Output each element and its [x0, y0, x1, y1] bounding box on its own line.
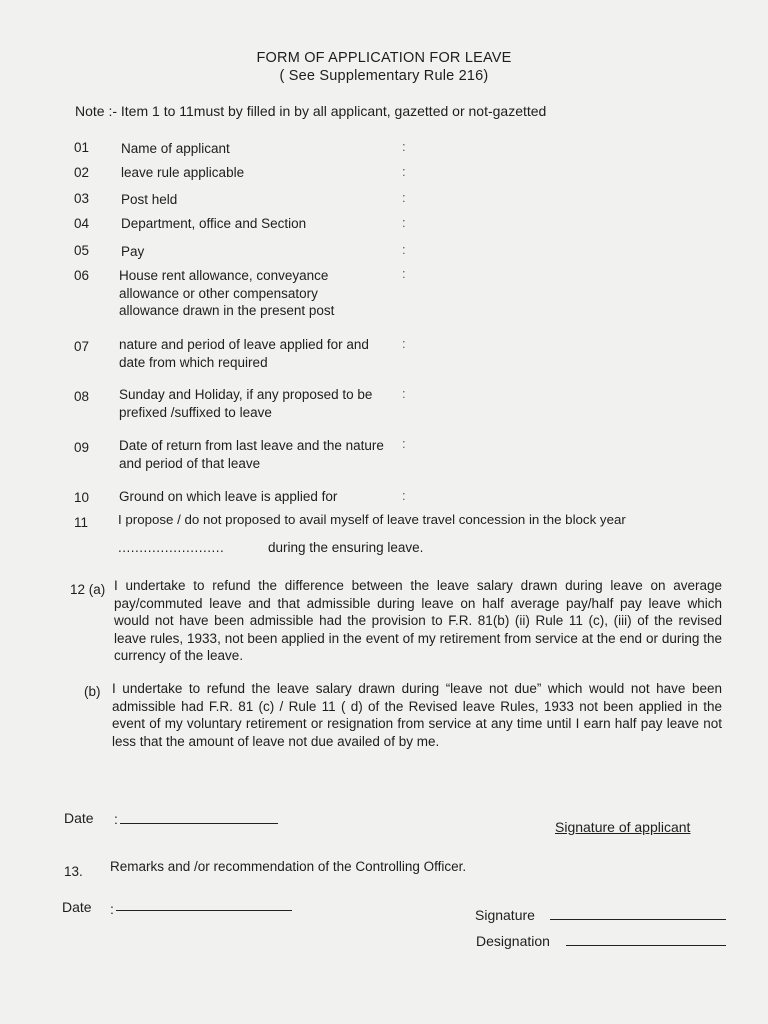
item-number: 09: [74, 440, 90, 455]
item-label-continued: during the ensuring leave.: [268, 540, 424, 555]
date-colon: :: [110, 901, 114, 917]
item-label: nature and period of leave applied for and date from which required: [119, 337, 369, 370]
item-number: 05: [74, 243, 90, 258]
date-label: Date: [62, 899, 92, 915]
item-number: 08: [74, 389, 90, 404]
item-number: (b): [84, 684, 101, 699]
form-title: FORM OF APPLICATION FOR LEAVE: [256, 50, 512, 66]
item-label: House rent allowance, conveyance allowance or other compensatory allowance drawn in the present post: [119, 268, 335, 318]
item-number: 06: [74, 268, 90, 283]
item-label: Sunday and Holiday, if any proposed to be prefixed /suffixed to leave: [119, 387, 373, 420]
item-number: 11: [74, 515, 89, 530]
item-label: I propose / do not proposed to avail myself of leave travel concession in the block year: [118, 512, 626, 527]
date-field[interactable]: [116, 899, 292, 911]
item-number: 10: [74, 490, 90, 505]
item-colon: :: [402, 386, 406, 401]
item-colon: :: [402, 164, 406, 179]
item-label: Ground on which leave is applied for: [119, 489, 338, 504]
item-number: 02: [74, 165, 90, 180]
item-colon: :: [402, 215, 406, 230]
date-colon: :: [114, 811, 118, 827]
undertaking-b-body: I undertake to refund the leave salary drawn during “leave not due” which would not have been admissible had F.R. 81 (c) / Rule 11 ( d) of the Revised leave Rules, 1933 not been applied in the event of my voluntary retirement or resignation from service at any time until I earn half pay leave not less that the amount of leave not due availed of by me.: [112, 681, 722, 749]
undertaking-a-body: I undertake to refund the difference between the leave salary drawn during leave on average pay/commuted leave and that admissible during leave on half average pay/half pay leave which would not have been admissible had the provision to F.R. 81(b) (ii) Rule 11 (c), (iii) of the revised leave rules, 1933, not been applied in the event of my retirement from service at the end or during the currency of the leave.: [114, 578, 722, 663]
signature-label: Signature: [475, 907, 535, 923]
form-subtitle: ( See Supplementary Rule 216): [279, 68, 489, 84]
item-colon: :: [402, 336, 406, 351]
item-colon: :: [402, 242, 406, 257]
undertaking-b-text: [112, 680, 722, 750]
item-number: 04: [74, 216, 90, 231]
item-label: Pay: [121, 244, 145, 259]
date-field[interactable]: [120, 812, 278, 824]
designation-field[interactable]: [566, 934, 726, 946]
designation-label: Designation: [476, 933, 550, 949]
undertaking-a-text: [114, 577, 722, 665]
signature-field[interactable]: [550, 908, 726, 920]
item-label: Post held: [121, 192, 178, 207]
item-label: leave rule applicable: [121, 165, 245, 180]
item-number: 12 (a): [70, 582, 106, 597]
item-colon: :: [402, 190, 406, 205]
item-colon: :: [402, 139, 406, 154]
item-label: Department, office and Section: [121, 216, 307, 231]
item-label: Name of applicant: [121, 141, 230, 156]
item-number: 03: [74, 191, 90, 206]
date-label: Date: [64, 810, 94, 826]
item-label: Date of return from last leave and the nature and period of that leave: [119, 438, 384, 471]
item-number: 07: [74, 339, 90, 354]
leave-travel-dotted-blank: .........................: [118, 540, 225, 555]
form-note: Note :- Item 1 to 11must by filled in by all applicant, gazetted or not-gazetted: [75, 103, 547, 119]
item-colon: :: [402, 436, 406, 451]
item-number: 01: [74, 140, 90, 155]
item-colon: :: [402, 488, 406, 503]
item-colon: :: [402, 266, 406, 281]
signature-of-applicant-label: Signature of applicant: [555, 819, 691, 835]
item-number: 13.: [64, 864, 83, 879]
item-label: Remarks and /or recommendation of the Controlling Officer.: [110, 859, 467, 874]
